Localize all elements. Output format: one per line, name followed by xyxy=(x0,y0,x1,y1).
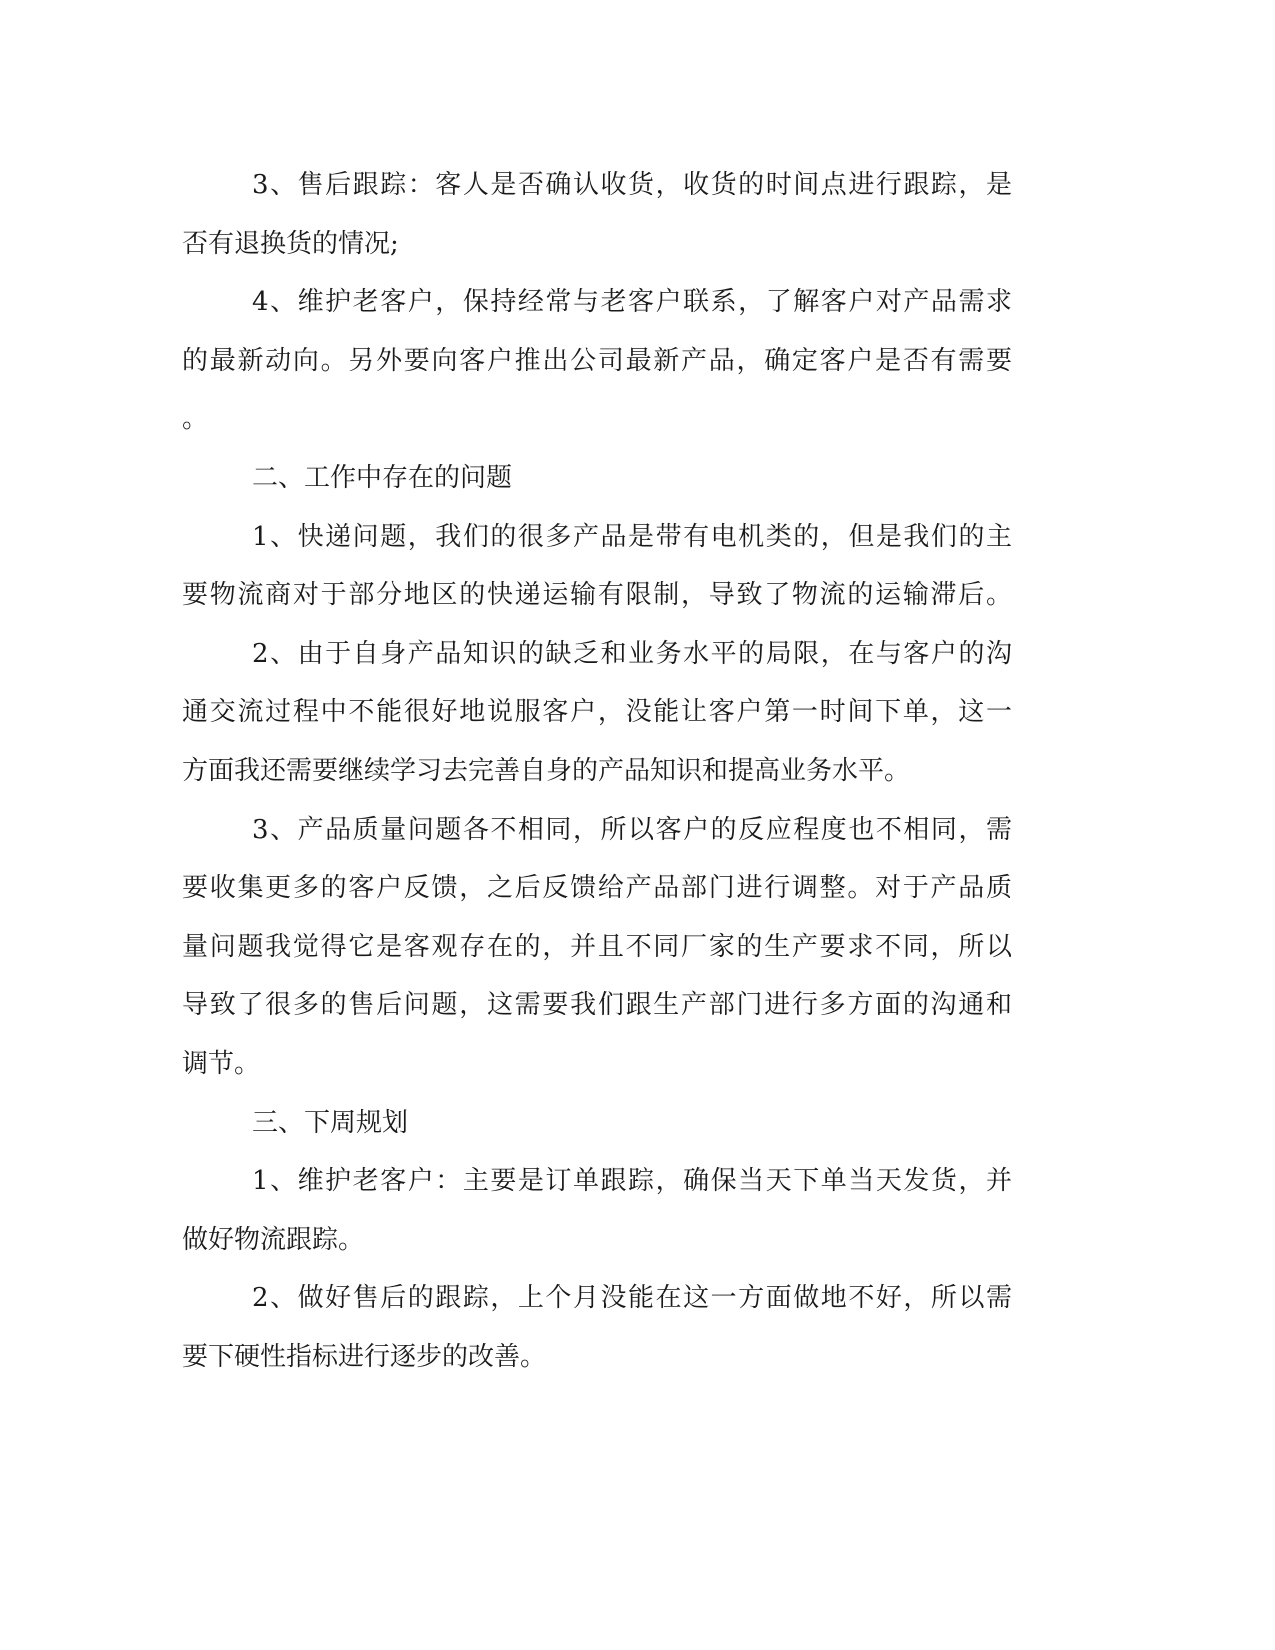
paragraph-line: 1、快递问题，我们的很多产品是带有电机类的，但是我们的主 xyxy=(252,521,1012,552)
section-heading: 二、工作中存在的问题 xyxy=(252,462,513,493)
paragraph-line: 否有退换货的情况; xyxy=(182,228,399,259)
paragraph-line: 方面我还需要继续学习去完善自身的产品知识和提高业务水平。 xyxy=(182,755,911,786)
paragraph-problem-quality xyxy=(182,801,1012,1094)
paragraph-line: 要物流商对于部分地区的快递运输有限制，导致了物流的运输滞后。 xyxy=(182,580,1012,611)
paragraph-line: 导致了很多的售后问题，这需要我们跟生产部门进行多方面的沟通和 xyxy=(182,990,1012,1021)
paragraph-line: 量问题我觉得它是客观存在的，并且不同厂家的生产要求不同，所以 xyxy=(182,931,1012,962)
paragraph-line: 通交流过程中不能很好地说服客户，没能让客户第一时间下单，这一 xyxy=(182,697,1012,728)
paragraph-line: 的最新动向。另外要向客户推出公司最新产品，确定客户是否有需要 xyxy=(182,345,1012,376)
paragraph-line: 做好物流跟踪。 xyxy=(182,1224,365,1255)
paragraph-maintain-old-customers xyxy=(182,273,1012,449)
paragraph-line: 要收集更多的客户反馈，之后反馈给产品部门进行调整。对于产品质 xyxy=(182,873,1012,904)
document-body xyxy=(182,156,1012,1386)
paragraph-line: 4、维护老客户，保持经常与老客户联系，了解客户对产品需求 xyxy=(252,287,1012,318)
paragraph-line: 2、做好售后的跟踪，上个月没能在这一方面做地不好，所以需 xyxy=(252,1283,1012,1314)
paragraph-line: 要下硬性指标进行逐步的改善。 xyxy=(182,1341,547,1372)
section-heading: 三、下周规划 xyxy=(252,1107,409,1138)
paragraph-plan-old-customers xyxy=(182,1152,1012,1269)
paragraph-plan-after-sales xyxy=(182,1269,1012,1386)
paragraph-line: 调节。 xyxy=(182,1048,261,1079)
paragraph-problem-knowledge xyxy=(182,625,1012,801)
paragraph-line: 3、产品质量问题各不相同，所以客户的反应程度也不相同，需 xyxy=(252,814,1012,845)
section-heading-next-week xyxy=(182,1094,1012,1153)
paragraph-problem-delivery xyxy=(182,508,1012,625)
paragraph-line: 2、由于自身产品知识的缺乏和业务水平的局限，在与客户的沟 xyxy=(252,638,1012,669)
section-heading-problems xyxy=(182,449,1012,508)
paragraph-line: 。 xyxy=(182,404,209,435)
paragraph-after-sales-tracking xyxy=(182,156,1012,273)
paragraph-line: 3、售后跟踪：客人是否确认收货，收货的时间点进行跟踪，是 xyxy=(252,170,1012,200)
paragraph-line: 1、维护老客户：主要是订单跟踪，确保当天下单当天发货，并 xyxy=(252,1166,1012,1197)
